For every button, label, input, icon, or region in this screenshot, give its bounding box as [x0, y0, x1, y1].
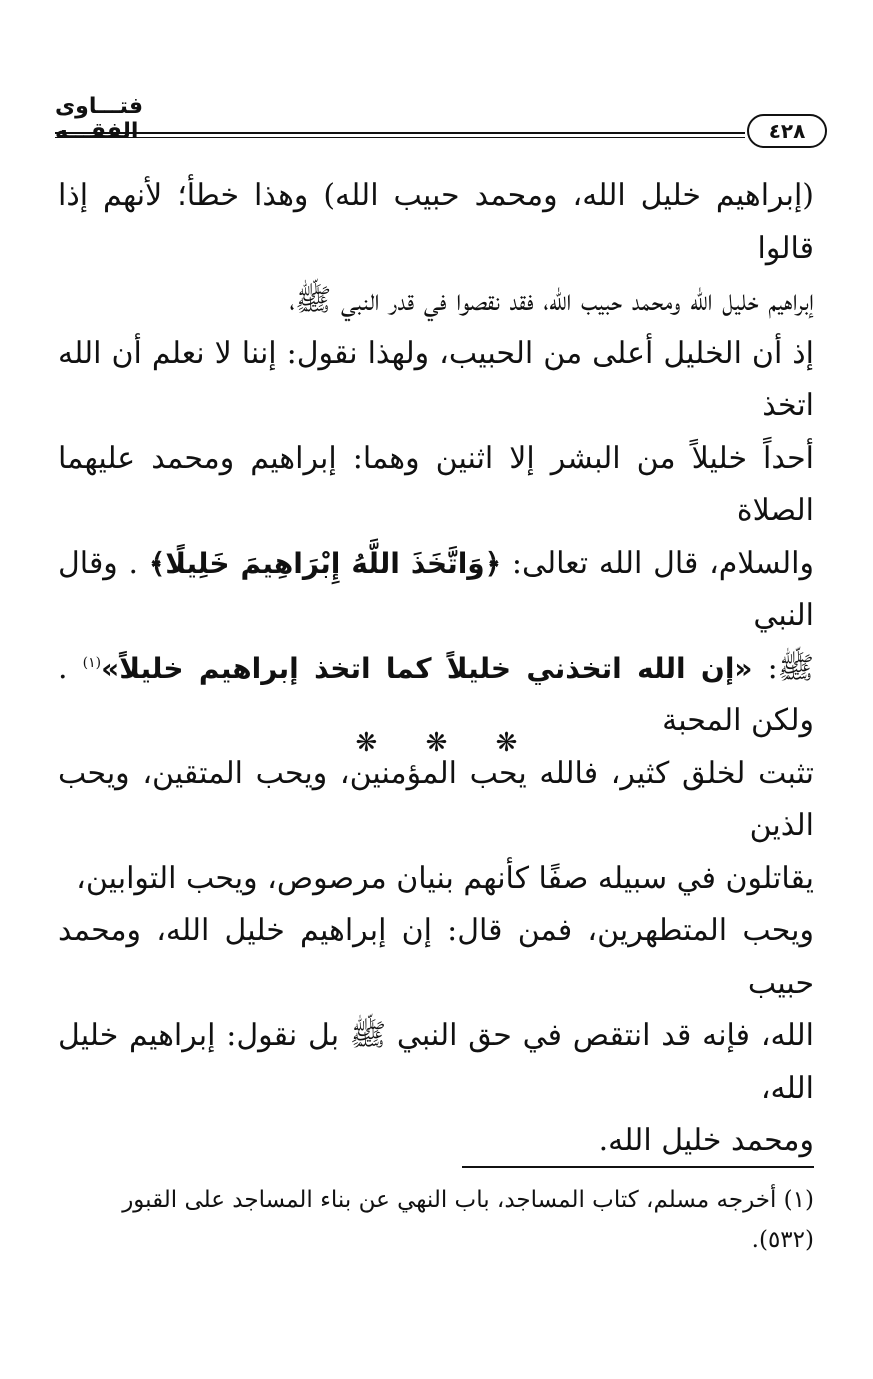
quran-verse: ﴿وَاتَّخَذَ اللَّهُ إِبْرَاهِيمَ خَلِيلًا﴾ — [148, 546, 502, 580]
text-line: (إبراهيم خليل الله، ومحمد حبيب الله) وهذا خطأ؛ لأنهم إذا قالوا — [58, 178, 814, 266]
footnote-line: (١) أخرجه مسلم، كتاب المساجد، باب النهي عن بناء المساجد على القبور — [122, 1187, 814, 1213]
footnote-marker[interactable]: (١) — [82, 654, 102, 671]
text-line: إبراهيم خليل الله ومحمد حبيب الله، فقد نقصوا في قدر النبي ﷺ، — [289, 283, 814, 318]
main-text — [58, 170, 814, 1168]
text-segment: ﷺ: — [767, 650, 814, 686]
footnote — [58, 1180, 814, 1260]
footnote-rule — [462, 1166, 814, 1168]
asterism-icon: ❋ — [425, 728, 448, 758]
header-rule — [55, 132, 745, 138]
text-line: ومحمد خليل الله. — [598, 1123, 814, 1158]
asterism-icon: ❋ — [495, 728, 518, 758]
asterism-icon: ❋ — [355, 728, 378, 758]
text-line: أحداً خليلاً من البشر إلا اثنين وهما: إبراهيم ومحمد عليهما الصلاة — [58, 440, 814, 528]
text-segment: . ولكن المحبة — [58, 650, 814, 738]
text-line: الله، فإنه قد انتقص في حق النبي ﷺ بل نقول: إبراهيم خليل الله، — [58, 1018, 814, 1106]
text-line: يقاتلون في سبيله صفًا كأنهم بنيان مرصوص، ويحب التوابين، — [76, 860, 814, 896]
page-number: ٤٢٨ — [747, 114, 827, 148]
text-line: إذ أن الخليل أعلى من الحبيب، ولهذا نقول: إننا لا نعلم أن الله اتخذ — [58, 335, 814, 423]
page-header — [55, 88, 827, 152]
hadith-quote: «إن الله اتخذني خليلاً كما اتخذ إبراهيم خليلاً» — [101, 651, 753, 685]
running-title: فتـــاوى الفقـــه — [55, 94, 144, 144]
text-segment: . وقال النبي — [58, 545, 814, 633]
footnote-line: (٥٣٢). — [751, 1227, 814, 1253]
text-line: تثبت لخلق كثير، فالله يحب المؤمنين، ويحب المتقين، ويحب الذين — [58, 755, 814, 843]
section-separator — [0, 728, 873, 758]
text-line — [58, 538, 814, 643]
text-line: ويحب المتطهرين، فمن قال: إن إبراهيم خليل الله، ومحمد حبيب — [58, 913, 814, 1001]
text-segment: والسلام، قال الله تعالى: — [511, 545, 814, 581]
